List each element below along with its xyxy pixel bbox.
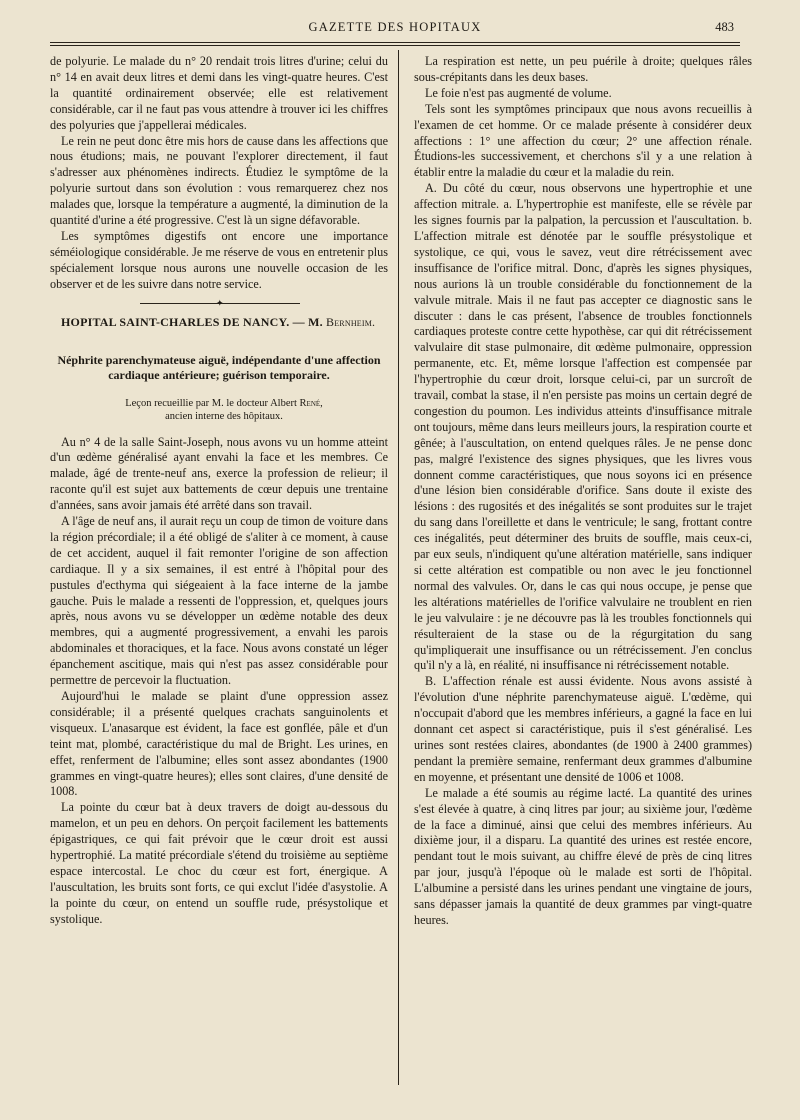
paragraph: Tels sont les symptômes principaux que nous avons recueillis à l'examen de cet homme. Or ce malade présente à considérer deux affections : 1° une affection du cœur; 2° une affection rénale. Étudions-les successivement, et cherchons s'il y a une relation à établir entre la maladie du cœur et la maladie du rein. bbox=[414, 101, 752, 180]
hospital-author: Bernheim. bbox=[326, 314, 376, 329]
separator-ornament: ✦ bbox=[216, 297, 224, 308]
lecture-name: René, bbox=[299, 397, 323, 409]
hospital-name: HOPITAL SAINT-CHARLES DE NANCY. — M. bbox=[61, 314, 323, 329]
section-separator bbox=[50, 293, 388, 315]
header-rule-top bbox=[50, 42, 740, 43]
paragraph: Le foie n'est pas augmenté de volume. bbox=[425, 85, 612, 100]
paragraph: A l'âge de neuf ans, il aurait reçu un coup de timon de voiture dans la région précordiale; il a été obligé de s'aliter à ce moment, à cause de cet accident, auquel il fait remonter l'origine de son affection cardiaque. Il y a six semaines, il est entré à l'hôpital pour des pustules d'ecthyma qui siégeaient à la face interne de la jambe gauche. Puis le malade a ressenti de l'oppression, et, quelques jours après, nous avons vu se développer un œdème notable des deux membres, qui a augmenté progressivement, a envahi les parois abdominales et thoraciques, et la face. Nous avons constaté un léger épanchement ascitique, mais qui n'est pas assez considérable pour permettre de percevoir la fluctuation. bbox=[50, 514, 388, 688]
paragraph: Au n° 4 de la salle Saint-Joseph, nous avons vu un homme atteint d'un œdème généralisé ayant envahi la face et les membres. Ce malade, âgé de trente-neuf ans, exerce la profession de relieur; il raconte qu'il est sujet aux battements de cœur depuis une trentaine d'années, sans avoir jamais été arrêté dans son travail. bbox=[50, 434, 388, 513]
article-title: Néphrite parenchymateuse aiguë, indépendante d'une affection cardiaque antérieure; guérison temporaire. bbox=[57, 352, 381, 382]
paragraph: Le malade a été soumis au régime lacté. La quantité des urines s'est élevée à quatre, à cinq litres par jour; au sixième jour, l'œdème de la face a diminué, ainsi que celui des membres inférieurs. Au dixième jour, il a disparu. La quantité des urines est restée encore, pendant tout le mois suivant, au chiffre élevé de près de cinq litres par jour, jusqu'à l'époque où le malade est sorti de l'hôpital. L'albumine a persisté dans les urines pendant une vingtaine de jours, sans dépasser jamais la quantité de deux grammes par vingt-quatre heures. bbox=[414, 785, 752, 927]
paragraph: A. Du côté du cœur, nous observons une hypertrophie et une affection mitrale. a. L'hypertrophie est manifeste, elle se révèle par les signes fournis par la palpation, la percussion et l'auscultation. b. L'affection mitrale est dénotée par le souffle présystolique et systolique, ce qui, vous le savez, veut dire rétrécissement avec insuffisance de l'orifice mitral. Donc, d'après les signes physiques, nous aurions là un trouble considérable du fonctionnement de la valvule mitrale. Mais il ne faut pas accepter ce diagnostic sans le discuter : dans le cas présent, l'absence de troubles fonctionnels cardiaques proteste contre cette hypothèse, car qui dit rétrécissement valvulaire dit stase pulmonaire, dit œdème pulmonaire, oppression permanente, etc. Et, même lorsque l'affection est compensée par l'hypertrophie du cœur droit, lorsque celui-ci, par un surcroît de travail, combat la stase, il n'en persiste pas moins un certain degré de congestion du poumon. Les individus atteints d'insuffisance mitrale ont toujours, même dans leurs meilleurs jours, la respiration courte et gênée; à l'auscultation, on entend quelques râles. Je ne pense donc pas, malgré l'existence des signes physiques, que les livres vous donnent comme caractéristiques, que nous soyons ici en présence d'une lésion bien considérable d'orifice. Sans doute il existe des lésions : des rugosités et des inégalités se sont produites sur le trajet du sang dans l'oreillette et dans le ventricule; le sang, frottant contre ces inégalités, peut déterminer des bruits de souffle, mais ceux-ci, par eux seuls, n'indiquent qu'une altération matérielle, sans indiquer si cette altération est compatible ou non avec le jeu fonctionnel normal des valvules. Or, dans le cas qui nous occupe, je pense que les altérations matérielles de l'orifice valvulaire ne troublent en rien le jeu valvulaire : je ne découvre pas là les troubles fonctionnels qui résulteraient de la stase ou de la régurgitation du sang qu'impliquerait une insuffisance ou un rétrécissement. J'en conclus qu'il n'y a là, en réalité, ni insuffisance ni rétrécissement notable. bbox=[414, 181, 752, 673]
lecture-credit bbox=[80, 397, 368, 423]
paragraph: Le rein ne peut donc être mis hors de cause dans les affections que nous étudions; mais, ne pouvant l'explorer directement, il faut s'adresser aux phénomènes indirects. Étudiez le symptôme de la polyurie surtout dans son évolution : vous remarquerez chez nos malades que, lorsque la température a augmenté, la diminution de la quantité d'urine a été progressive. C'est là un signe défavorable. bbox=[50, 133, 388, 228]
journal-title: GAZETTE DES HOPITAUX bbox=[308, 20, 482, 34]
header-rule-bottom bbox=[50, 45, 740, 46]
hospital-heading bbox=[50, 315, 388, 331]
right-column bbox=[414, 54, 752, 929]
paragraph: Aujourd'hui le malade se plaint d'une oppression assez considérable; il a présenté quelques crachats sanguinolents et visqueux. L'anasarque est évident, la face est gonflée, pâle et d'un teint mat, plombé, caractéristique du mal de Bright. Les urines, en effet, renferment de l'albumine; elles sont assez abondantes (1900 grammes en vingt-quatre heures); elles sont claires, d'une densité de 1008. bbox=[50, 689, 388, 799]
paragraph: La pointe du cœur bat à deux travers de doigt au-dessous du mamelon, et un peu en dehors. On perçoit facilement les battements épigastriques, ce qui fait prévoir que le cœur droit est aussi hypertrophié. La matité précordiale s'étend du troisième au septième espace intercostal. Le choc du cœur est fort, énergique. A l'auscultation, les bruits sont forts, ce qui exclut l'idée d'asystolie. A la pointe du cœur, on entend un souffle rude, présystolique et systolique. bbox=[50, 800, 388, 926]
paragraph: Les symptômes digestifs ont encore une importance séméiologique considérable. Je me réserve de vous en entretenir plus spécialement lorsque nous aurons une nouvelle occasion de les observer et de les suivre dans notre service. bbox=[50, 228, 388, 291]
paragraph: La respiration est nette, un peu puérile à droite; quelques râles sous-crépitants dans les deux bases. bbox=[414, 54, 752, 84]
left-column bbox=[50, 54, 388, 928]
page-number: 483 bbox=[715, 20, 734, 34]
column-divider bbox=[398, 50, 399, 1085]
page-header bbox=[50, 18, 740, 40]
paragraph: de polyurie. Le malade du n° 20 rendait trois litres d'urine; celui du n° 14 en avait deux litres et demi dans les vingt-quatre heures. C'est la quantité ordinairement observée; elle est relativement considérable, car il ne faut pas vous attendre à trouver ici les chiffres des polyuries que j'appellerai médicales. bbox=[50, 54, 388, 132]
paragraph: B. L'affection rénale est aussi évidente. Nous avons assisté à l'évolution d'une néphrite parenchymateuse aiguë. L'œdème, qui n'occupait d'abord que les membres inférieurs, a gagné la face en lui donnant cet aspect si caractéristique, puis il s'est généralisé. Les urines sont restées claires, abondantes (de 1900 à 2400 grammes) pendant la première semaine, renfermant deux grammes d'albumine en moyenne, et présentant une densité de 1006 et 1008. bbox=[414, 674, 752, 784]
lecture-suffix: ancien interne des hôpitaux. bbox=[165, 410, 283, 422]
lecture-prefix: Leçon recueillie par M. le docteur Albert bbox=[125, 397, 297, 409]
